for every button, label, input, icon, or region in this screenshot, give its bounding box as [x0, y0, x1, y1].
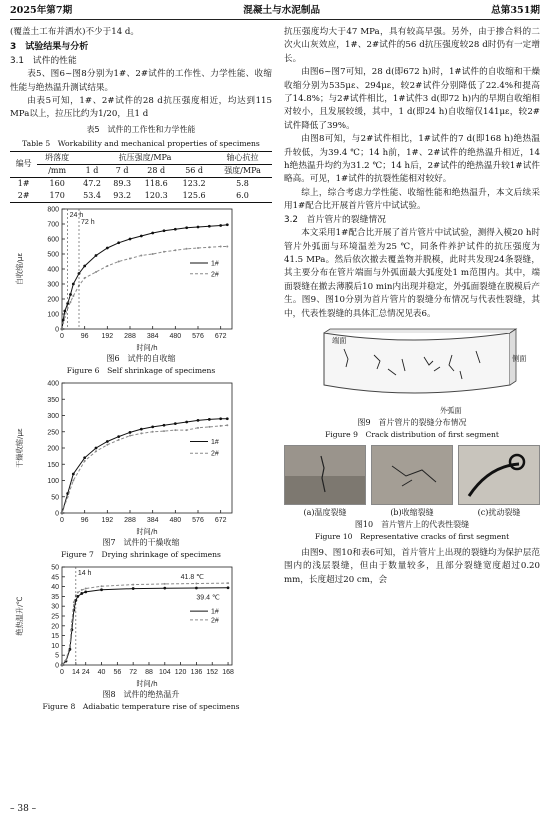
left-column — [10, 26, 272, 713]
x-tick-label: 576 — [192, 516, 204, 524]
y-axis-label: 干燥收缩/με — [15, 428, 24, 468]
y-tick-label: 800 — [47, 206, 59, 214]
crack-distribution-figure — [284, 325, 540, 417]
series-2#-line — [62, 425, 227, 513]
paragraph: 表5、图6~图8分别为1#、2#试件的工作性、力学性能、收缩性能与绝热温升测试结果。 — [10, 69, 272, 93]
series-2#-point — [62, 322, 64, 324]
series-1#-point — [140, 428, 143, 431]
series-2#-point — [152, 431, 154, 433]
series-2#-point — [129, 257, 131, 259]
x-tick-label: 480 — [169, 516, 182, 524]
paragraph: 综上，综合考虑力学性能、收缩性能和绝热温升，本文后续采用1#配合比开展首片管片中试试验。 — [284, 187, 540, 212]
table-caption-en: Table 5 Workability and mechanical properties of specimens — [22, 138, 260, 148]
series-2#-point — [65, 659, 67, 661]
table-row — [10, 190, 272, 203]
table-header-cell: 28 d — [147, 165, 166, 175]
table-cell: 160 — [49, 178, 65, 188]
table-cell: 89.3 — [113, 178, 132, 188]
series-1#-point — [163, 587, 166, 590]
y-tick-label: 400 — [47, 380, 59, 388]
legend-label: 2# — [211, 271, 219, 279]
series-1#-point — [163, 229, 166, 232]
y-tick-label: 40 — [51, 583, 59, 591]
y-tick-label: 100 — [47, 477, 59, 485]
paragraph: 由图8可知，与2#试件相比，1#试件的7 d(即168 h)绝热温升较低，为39.4 ℃；14 h前，1#、2#试件的绝热温升相近，14 h绝热温升均约为31.2 ℃；14 h后，2#试件的绝热温升较1#试件略高。可见，1#试件的抗裂性能相对较好。 — [284, 134, 540, 185]
y-tick-label: 5 — [55, 652, 59, 660]
table-cell: 6.0 — [236, 190, 249, 200]
figure-caption: 图7 试件的干燥收缩 — [102, 537, 180, 547]
series-2#-point — [69, 644, 71, 646]
table-cell: 2# — [17, 190, 30, 200]
table-header-cell: 1 d — [85, 165, 99, 175]
y-tick-label: 25 — [51, 613, 59, 621]
figure-caption-en: Figure 7 Drying shrinkage of specimens — [61, 549, 221, 559]
x-tick-label: 672 — [214, 332, 227, 340]
series-2#-point — [73, 601, 75, 603]
series-2#-point — [197, 427, 199, 429]
series-2#-point — [208, 426, 210, 428]
x-tick-label: 384 — [146, 516, 159, 524]
right-column — [284, 26, 540, 587]
y-tick-label: 0 — [55, 662, 59, 670]
disturbance-crack-photo — [458, 445, 540, 505]
x-tick-label: 576 — [192, 332, 204, 340]
y-tick-label: 50 — [51, 494, 59, 502]
figure-caption-en: Figure 9 Crack distribution of first segment — [325, 429, 499, 439]
series-1#-point — [132, 587, 135, 590]
paragraph: 由图6~图7可知，28 d(即672 h)时，1#试件的自收缩和干燥收缩分别为535με、294με，较2#试件分别降低了22.4%和提高了14.8%；与2#试件相比，1#试件3 d(即72 h)内的早期自收缩相对较小，且发展较缓，其中，1 d(即24 h)自收缩仅141με，较2#试件降低了39%。 — [284, 67, 540, 131]
series-2#-point — [95, 450, 97, 452]
y-tick-label: 500 — [47, 251, 59, 259]
y-tick-label: 35 — [51, 593, 59, 601]
series-2#-point — [220, 245, 222, 247]
series-2#-point — [197, 247, 199, 249]
plot-frame — [62, 567, 232, 665]
series-2#-point — [84, 460, 86, 462]
table-cell: 93.2 — [113, 190, 132, 200]
series-1#-point — [106, 246, 109, 249]
series-2#-point — [186, 248, 188, 250]
running-header — [10, 4, 540, 20]
x-tick-label: 24 — [81, 668, 90, 676]
series-1#-line — [62, 225, 227, 329]
table-header-cell: 7 d — [115, 165, 129, 175]
y-tick-label: 350 — [47, 396, 59, 404]
table-header-cell: 编号 — [15, 159, 32, 169]
series-2#-point — [132, 583, 134, 585]
table-caption: 表5 试件的工作性和力学性能 — [86, 124, 196, 134]
table-header-cell: 抗压强度/MPa — [77, 151, 213, 164]
series-2#-point — [163, 251, 165, 253]
y-tick-label: 200 — [47, 445, 59, 453]
table-cell: 170 — [49, 190, 65, 200]
series-2#-point — [152, 253, 154, 255]
paragraph: (覆盖土工布并洒水)不少于14 d。 — [10, 27, 139, 37]
series-2#-point — [226, 424, 228, 426]
y-tick-label: 400 — [47, 266, 59, 274]
series-2#-point — [81, 589, 83, 591]
series-1#-line — [62, 419, 227, 513]
annotation-label: 24 h — [69, 211, 84, 219]
subsection-heading: 3.2 首片管片的裂缝情况 — [284, 214, 386, 225]
series-2#-point — [95, 271, 97, 273]
y-tick-label: 300 — [47, 281, 59, 289]
x-tick-label: 14 — [71, 668, 80, 676]
series-1#-point — [117, 435, 120, 438]
series-1#-point — [84, 590, 87, 593]
series-1#-point — [69, 293, 72, 296]
legend-label: 1# — [211, 608, 219, 616]
y-tick-label: 50 — [51, 564, 59, 572]
series-2#-point — [195, 582, 197, 584]
series-1#-point — [95, 254, 98, 257]
plot-frame — [62, 383, 232, 513]
y-tick-label: 200 — [47, 296, 59, 304]
series-1#-point — [151, 425, 154, 428]
table-cell: 118.6 — [144, 178, 168, 188]
x-tick-label: 104 — [158, 668, 171, 676]
series-1#-point — [226, 223, 229, 226]
series-2#-line — [62, 246, 227, 329]
subfigure-label: (c)扰动裂缝 — [477, 507, 521, 517]
series-2#-point — [101, 585, 103, 587]
x-tick-label: 0 — [60, 668, 64, 676]
y-axis-label: 绝热温升/℃ — [15, 596, 24, 636]
x-tick-label: 672 — [214, 516, 227, 524]
legend-label: 2# — [211, 617, 219, 625]
paragraph: 由图9、图10和表6可知，首片管片上出现的裂缝均为保护层范围内的浅层裂缝，但由于数量较多，且部分裂缝宽度超过0.20 mm，长度超过20 cm，会 — [284, 547, 540, 585]
series-2#-point — [174, 429, 176, 431]
figure-caption: 图8 试件的绝热温升 — [102, 689, 180, 699]
x-axis-label: 时间/h — [136, 342, 158, 352]
y-tick-label: 0 — [55, 510, 59, 518]
figure-caption: 图10 首片管片上的代表性裂缝 — [354, 519, 470, 529]
x-tick-label: 0 — [60, 332, 64, 340]
annotation-label: 72 h — [81, 218, 95, 226]
x-tick-label: 96 — [80, 516, 89, 524]
y-tick-label: 0 — [55, 326, 59, 334]
y-tick-label: 20 — [51, 623, 59, 631]
figure-caption-en: Figure 6 Self shrinkage of specimens — [66, 365, 216, 375]
x-tick-label: 480 — [169, 332, 182, 340]
series-1#-point — [197, 419, 200, 422]
y-axis-label: 自收缩/με — [15, 252, 24, 286]
temperature-crack-photo — [284, 445, 366, 505]
figure-caption-en: Figure 10 Representative cracks of first segment — [314, 531, 510, 541]
adiabatic-temperature-chart — [10, 561, 272, 689]
table-cell: 1# — [17, 178, 30, 188]
series-1#-point — [129, 431, 132, 434]
x-tick-label: 96 — [80, 332, 89, 340]
series-1#-point — [219, 417, 222, 420]
series-2#-point — [85, 587, 87, 589]
table-header-cell: /mm — [48, 165, 67, 175]
y-tick-label: 15 — [51, 632, 59, 640]
series-1#-point — [227, 586, 230, 589]
paragraph: 抗压强度均大于47 MPa，具有较高早强。另外，由于掺合料的二次火山灰效应，1#、2#试件的56 d抗压强度较28 d时仍有一定增长。 — [284, 27, 540, 64]
series-2#-point — [164, 583, 166, 585]
annotation-label: 41.8 ℃ — [180, 573, 205, 581]
figure-caption: 图6 试件的自收缩 — [106, 353, 176, 363]
series-2#-point — [70, 301, 72, 303]
plot-frame — [62, 209, 232, 329]
subfigure-label: (a)温度裂缝 — [303, 507, 347, 517]
series-1#-point — [174, 228, 177, 231]
x-tick-label: 136 — [190, 668, 203, 676]
x-tick-label: 120 — [174, 668, 187, 676]
table-row — [10, 177, 272, 190]
series-1#-point — [226, 417, 229, 420]
section-heading: 3 试验结果与分析 — [10, 42, 89, 53]
properties-table — [10, 151, 272, 203]
x-tick-label: 192 — [101, 516, 114, 524]
table-cell: 125.6 — [182, 190, 206, 200]
series-1#-point — [129, 237, 132, 240]
paragraph: 由表5可知，1#、2#试件的28 d抗压强度相近，均达到115 MPa以上，拉压比约为1/20，且1 d — [10, 96, 272, 120]
series-2#-point — [220, 425, 222, 427]
x-tick-label: 72 — [129, 668, 138, 676]
series-2#-point — [72, 295, 74, 297]
y-tick-label: 30 — [51, 603, 59, 611]
x-tick-label: 192 — [101, 332, 114, 340]
series-2#-point — [226, 245, 228, 247]
y-tick-label: 300 — [47, 412, 59, 420]
series-2#-point — [84, 277, 86, 279]
series-1#-point — [208, 225, 211, 228]
self-shrinkage-chart — [10, 203, 272, 353]
legend-label: 1# — [211, 438, 219, 446]
page-number: – 38 – — [10, 804, 37, 814]
series-2#-point — [61, 664, 63, 666]
table-cell: 53.4 — [83, 190, 101, 200]
series-2#-point — [67, 496, 69, 498]
series-1#-point — [100, 588, 103, 591]
paragraph: 本文采用1#配合比开展了首片管片中试试验，测得入模20 h时管片外弧面与环境温差为25 ℃，同条件养护试件的抗压强度为41.5 MPa。然后依次撤去覆盖物并脱模，此时共发现24条裂缝，其主要分布在管片端面与外弧面最大弧度处1 m范围内。其中，端面裂缝在撤去薄膜后10 min内出现并稳定，外弧面裂缝在脱模后产生。图9、图10分别为首片管片的裂缝分布情况与代表性裂缝，其中，代表性裂缝的具体汇总情况见表6。 — [284, 228, 540, 319]
series-2#-point — [208, 246, 210, 248]
annotation-label: 39.4 ℃ — [196, 594, 220, 602]
series-1#-point — [163, 424, 166, 427]
x-tick-label: 56 — [113, 668, 122, 676]
series-2#-point — [118, 260, 120, 262]
x-tick-label: 152 — [206, 668, 219, 676]
series-2#-point — [61, 512, 63, 514]
y-tick-label: 150 — [47, 461, 59, 469]
series-1#-point — [106, 440, 109, 443]
series-1#-point — [140, 234, 143, 237]
series-1#-point — [208, 418, 211, 421]
series-1#-point — [80, 592, 83, 595]
x-tick-label: 40 — [97, 668, 106, 676]
series-2#-point — [67, 307, 69, 309]
table-cell: 120.3 — [144, 190, 168, 200]
series-2#-point — [163, 430, 165, 432]
x-tick-label: 0 — [60, 516, 64, 524]
x-axis-label: 时间/h — [136, 678, 158, 688]
y-tick-label: 10 — [51, 642, 59, 650]
x-axis-label: 时间/h — [136, 526, 158, 536]
series-1#-point — [197, 225, 200, 228]
legend-label: 1# — [211, 260, 219, 268]
issue-label: 2025年第7期 — [10, 5, 73, 16]
table-cell: 123.2 — [182, 178, 206, 188]
legend-label: 2# — [211, 450, 219, 458]
series-2#-point — [140, 432, 142, 434]
series-1#-point — [174, 422, 177, 425]
series-2#-point — [129, 434, 131, 436]
series-1#-point — [72, 282, 75, 285]
shrinkage-crack-photo — [371, 445, 453, 505]
series-1#-point — [195, 586, 198, 589]
series-1#-point — [72, 472, 75, 475]
x-tick-label: 168 — [222, 668, 234, 676]
table-header-cell: 强度/MPa — [224, 165, 261, 175]
end-face-label: 端面 — [332, 335, 347, 345]
journal-name: 混凝土与水泥制品 — [243, 5, 321, 16]
y-tick-label: 700 — [47, 221, 59, 229]
y-tick-label: 100 — [47, 311, 59, 319]
series-1#-point — [219, 224, 222, 227]
series-2#-point — [64, 316, 66, 318]
series-1#-point — [83, 264, 86, 267]
table-header-cell: 轴心抗拉 — [226, 152, 259, 162]
series-2#-point — [106, 444, 108, 446]
y-tick-label: 250 — [47, 429, 59, 437]
series-1#-point — [63, 309, 66, 312]
figure-caption-en: Figure 8 Adiabatic temperature rise of specimens — [42, 701, 240, 711]
table-header-cell: 56 d — [185, 165, 204, 175]
series-2#-point — [186, 429, 188, 431]
series-2#-point — [140, 254, 142, 256]
x-tick-label: 384 — [146, 332, 159, 340]
series-1#-point — [185, 226, 188, 229]
series-1#-point — [95, 446, 98, 449]
y-tick-label: 600 — [47, 236, 59, 244]
series-2#-point — [227, 582, 229, 584]
series-1#-point — [117, 241, 120, 244]
x-tick-label: 288 — [124, 332, 136, 340]
series-1#-point — [151, 231, 154, 234]
series-1#-point — [185, 420, 188, 423]
series-2#-point — [77, 591, 79, 593]
representative-cracks-photos — [284, 445, 540, 519]
series-2#-point — [106, 265, 108, 267]
subsection-heading: 3.1 试件的性能 — [10, 55, 77, 66]
figure-caption: 图9 首片管片的裂缝分布情况 — [357, 417, 467, 427]
side-face-label: 侧面 — [512, 353, 527, 363]
table-cell: 47.2 — [83, 178, 101, 188]
outer-arc-label: 外弧面 — [440, 405, 462, 415]
y-tick-label: 45 — [51, 574, 59, 582]
serial-number: 总第351期 — [491, 5, 540, 16]
table-cell: 5.8 — [236, 178, 249, 188]
subfigure-label: (b)收缩裂缝 — [390, 507, 434, 517]
series-2#-point — [174, 249, 176, 251]
series-2#-point — [61, 328, 63, 330]
drying-shrinkage-chart — [10, 377, 272, 537]
table-header-cell: 坍落度 — [45, 152, 70, 162]
series-2#-point — [118, 439, 120, 441]
series-2#-point — [71, 621, 73, 623]
series-1#-point — [83, 456, 86, 459]
series-2#-point — [72, 479, 74, 481]
x-tick-label: 88 — [145, 668, 153, 676]
x-tick-label: 288 — [124, 516, 136, 524]
annotation-label: 14 h — [77, 569, 92, 577]
